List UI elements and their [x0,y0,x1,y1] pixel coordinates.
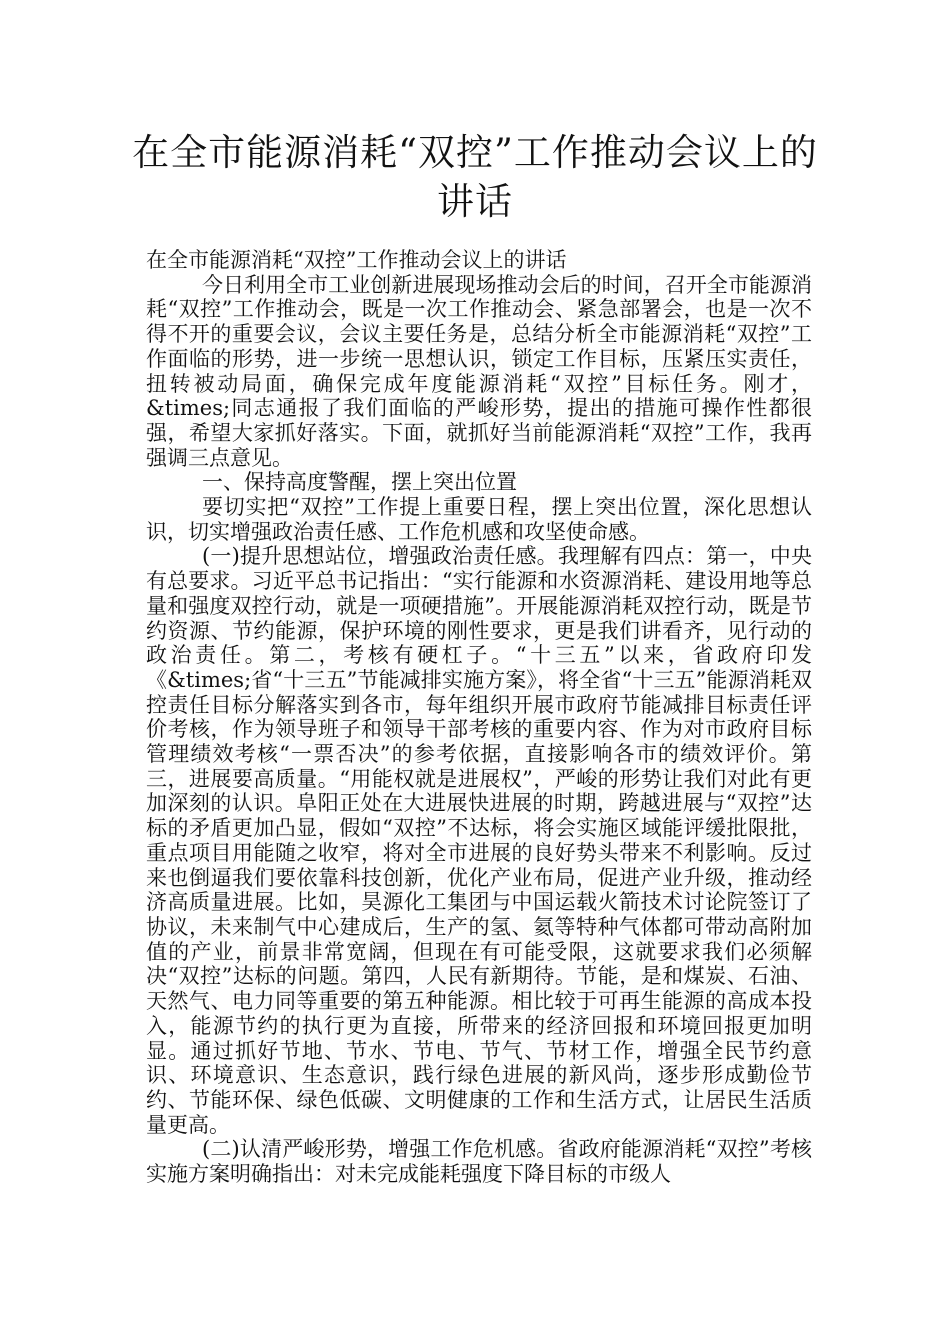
section-heading-1: 一、保持高度警醒，摆上突出位置 [202,470,517,495]
paragraph-opening: 今日利用全市工业创新进展现场推动会后的时间，召开全市能源消耗“双控”工作推动会，既是一次工作推动会、紧急部署会，也是一次不得不开的重要会议，会议主要任务是，总结分析全市能源消耗“双控”工作面临的形势，进一步统一思想认识，锁定工作目标，压紧压实责任，扭转被动局面，确保完成年度能源消耗“双控”目标任务。刚才，&times;同志通报了我们面临的严峻形势，提出的措施可操作性都很强，希望大家抓好落实。下面，就抓好当前能源消耗“双控”工作，我再强调三点意见。 [146,272,812,470]
paragraph-point-2: (二)认清严峻形势，增强工作危机感。省政府能源消耗“双控”考核实施方案明确指出：对未完成能耗强度下降目标的市级人 [146,1137,812,1187]
document-body [146,248,812,1187]
document-title: 在全市能源消耗“双控”工作推动会议上的讲话 [132,131,818,223]
paragraph-point-1: (一)提升思想站位，增强政治责任感。我理解有四点：第一，中央有总要求。习近平总书记指出：“实行能源和水资源消耗、建设用地等总量和强度双控行动，就是一项硬措施”。开展能源消耗双控行动，既是节约资源、节约能源，保护环境的刚性要求，更是我们讲看齐，见行动的政治责任。第二，考核有硬杠子。“十三五”以来，省政府印发《&times;省“十三五”节能减排实施方案》，将全省“十三五”能源消耗双控责任目标分解落实到各市，每年组织开展市政府节能减排目标责任评价考核，作为领导班子和领导干部考核的重要内容、作为对市政府目标管理绩效考核“一票否决”的参考依据，直接影响各市的绩效评价。第三，进展要高质量。“用能权就是进展权”，严峻的形势让我们对此有更加深刻的认识。阜阳正处在大进展快进展的时期，跨越进展与“双控”达标的矛盾更加凸显，假如“双控”不达标，将会实施区域能评缓批限批，重点项目用能随之收窄，将对全市进展的良好势头带来不利影响。反过来也倒逼我们要依靠科技创新，优化产业布局，促进产业升级，推动经济高质量进展。比如，昊源化工集团与中国运载火箭技术讨论院签订了协议，未来制气中心建成后，生产的氢、氦等特种气体都可带动高附加值的产业，前景非常宽阔，但现在有可能受限，这就要求我们必须解决“双控”达标的问题。第四，人民有新期待。节能，是和煤炭、石油、天然气、电力同等重要的第五种能源。相比较于可再生能源的高成本投入，能源节约的执行更为直接，所带来的经济回报和环境回报更加明显。通过抓好节地、节水、节电、节气、节材工作，增强全民节约意识、环境意识、生态意识，践行绿色进展的新风尚，逐步形成勤俭节约、节能环保、绿色低碳、文明健康的工作和生活方式，让居民生活质量更高。 [146,544,812,1137]
paragraph-section-intro: 要切实把“双控”工作提上重要日程，摆上突出位置，深化思想认识，切实增强政治责任感、工作危机感和攻坚使命感。 [146,495,812,544]
speech-subtitle: 在全市能源消耗“双控”工作推动会议上的讲话 [146,248,567,272]
